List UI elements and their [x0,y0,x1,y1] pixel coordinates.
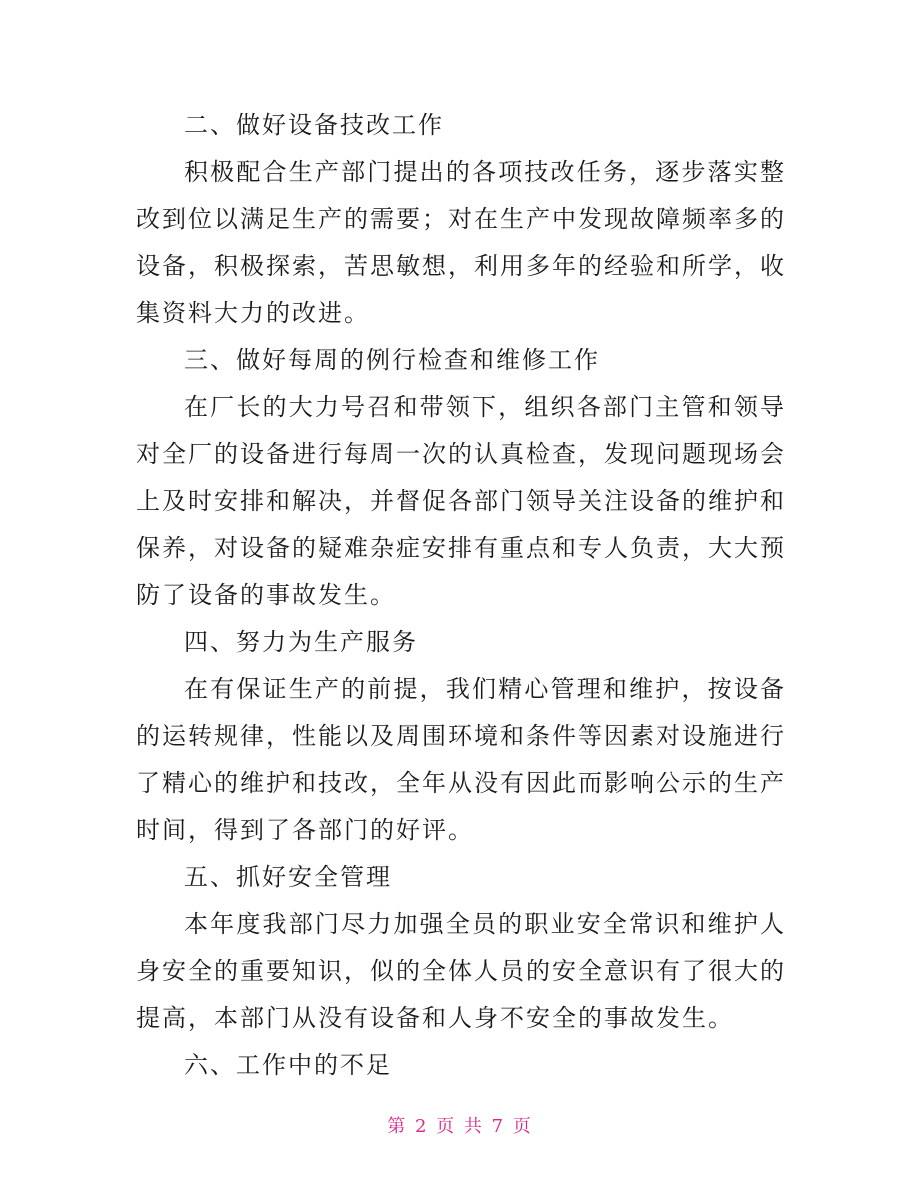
section-paragraph-2: 积极配合生产部门提出的各项技改任务，逐步落实整改到位以满足生产的需要；对在生产中发现故障频率多的设备，积极探索，苦思敏想，利用多年的经验和所学，收集资料大力的改进。 [136,158,786,327]
section-paragraph-4: 在有保证生产的前提，我们精心管理和维护，按设备的运转规律，性能以及周围环境和条件等因素对设施进行了精心的维护和技改，全年从没有因此而影响公示的生产时间，得到了各部门的好评。 [136,675,786,844]
section-heading-5: 五、抓好安全管理 [184,863,392,891]
section-paragraph-3: 在厂长的大力号召和带领下，组织各部门主管和领导对全厂的设备进行每周一次的认真检查，发现问题现场会上及时安排和解决，并督促各部门领导关注设备的维护和保养，对设备的疑难杂症安排有重点和专人负责，大大预防了设备的事故发生。 [136,393,786,609]
document-body [136,102,786,1089]
section-heading-2: 二、做好设备技改工作 [184,111,444,139]
section-heading-4: 四、努力为生产服务 [184,628,418,656]
page-footer: 第 2 页 共 7 页 [387,1116,533,1137]
section-heading-3: 三、做好每周的例行检查和维修工作 [184,346,600,374]
section-heading-6: 六、工作中的不足 [184,1051,392,1079]
section-paragraph-5: 本年度我部门尽力加强全员的职业安全常识和维护人身安全的重要知识，似的全体人员的安全意识有了很大的提高，本部门从没有设备和人身不安全的事故发生。 [136,910,786,1032]
